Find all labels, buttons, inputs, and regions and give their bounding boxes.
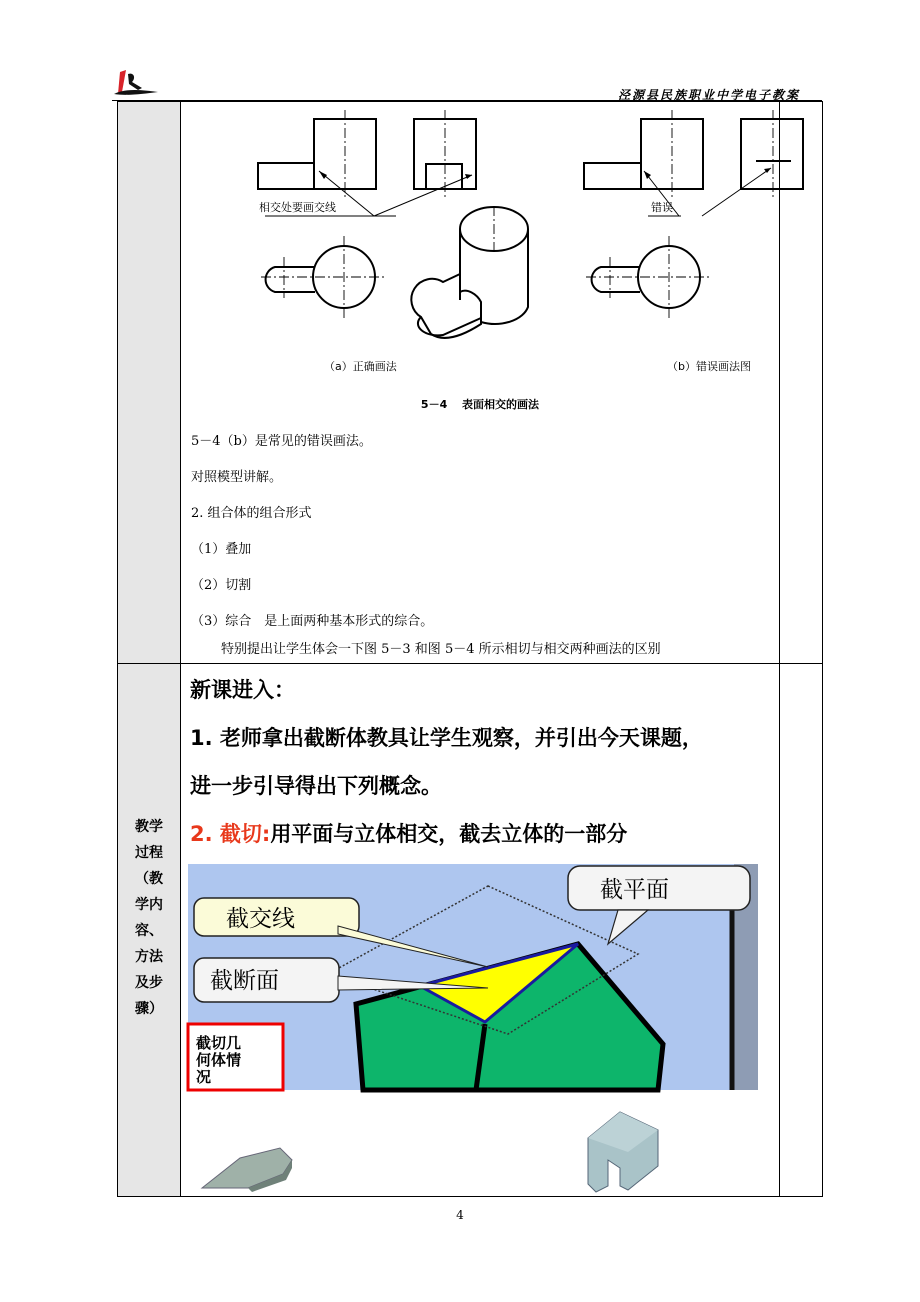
left-label-6: 方法 bbox=[135, 949, 163, 965]
note-correct: 相交处要画交线 bbox=[259, 201, 336, 214]
school-logo bbox=[112, 68, 160, 98]
left-label-8: 骤） bbox=[135, 1001, 163, 1017]
left-label-5: 容、 bbox=[135, 923, 163, 939]
lesson-table bbox=[117, 101, 823, 1197]
right-cell-bottom bbox=[780, 664, 823, 1197]
text-line-3: 2. 组合体的组合形式 bbox=[191, 506, 312, 521]
label-box-3: 况 bbox=[196, 1068, 212, 1086]
item2-prefix: 2. 截切: bbox=[190, 822, 271, 846]
text-line-1: 5－4（b）是常见的错误画法。 bbox=[191, 434, 372, 449]
label-box-1: 截切几 bbox=[196, 1034, 242, 1052]
tv-a-tab bbox=[266, 267, 315, 292]
label-section: 截断面 bbox=[210, 968, 279, 994]
left-label-4: 学内 bbox=[135, 897, 163, 913]
figure-title: 5－4 表面相交的画法 bbox=[420, 398, 540, 411]
text-line-6: （3）综合 是上面两种基本形式的综合。 bbox=[191, 614, 434, 629]
fv-a1-base bbox=[258, 163, 314, 189]
label-plane: 截平面 bbox=[600, 877, 669, 903]
school-title: 泾源县民族职业中学电子教案 bbox=[617, 88, 800, 102]
fv-b1-base bbox=[584, 163, 641, 189]
fv-a2-base bbox=[426, 164, 462, 189]
caption-b: （b）错误画法图 bbox=[667, 360, 751, 373]
text-line-7: 特别提出让学生体会一下图 5－3 和图 5－4 所示相切与相交两种画法的区别 bbox=[221, 642, 661, 657]
new-lesson-cell bbox=[181, 664, 780, 1197]
label-box-2: 何体情 bbox=[196, 1051, 242, 1069]
item2-text: 用平面与立体相交，截去立体的一部分 bbox=[270, 822, 628, 846]
figure-5-4-drawings bbox=[181, 102, 779, 373]
new-lesson-heading: 新课进入： bbox=[190, 678, 295, 702]
caption-a: （a）正确画法 bbox=[324, 360, 397, 373]
new-lesson-item1b: 进一步引导得出下列概念。 bbox=[190, 774, 442, 798]
iso-tab bbox=[411, 274, 481, 338]
left-label-7: 及步 bbox=[135, 975, 163, 991]
left-label-cell bbox=[118, 664, 181, 1197]
section-slide bbox=[188, 864, 758, 1090]
left-cell-top bbox=[118, 102, 181, 664]
text-line-5: （2）切割 bbox=[191, 578, 252, 593]
right-cell-top bbox=[780, 102, 823, 664]
text-line-4: （1）叠加 bbox=[191, 542, 252, 557]
page-number: 4 bbox=[456, 1208, 464, 1222]
tv-b-tab bbox=[592, 267, 640, 292]
text-line-2: 对照模型讲解。 bbox=[191, 470, 283, 485]
new-lesson-item1a: 1. 老师拿出截断体教具让学生观察，并引出今天课题， bbox=[190, 726, 703, 750]
left-label-3: （教 bbox=[135, 871, 163, 887]
note-wrong: 错误 bbox=[651, 201, 673, 214]
model-images bbox=[188, 1090, 758, 1194]
new-lesson-item2 bbox=[190, 810, 779, 858]
figure-cell bbox=[181, 102, 780, 664]
label-line: 截交线 bbox=[226, 906, 295, 932]
left-label-1: 教学 bbox=[135, 819, 163, 835]
left-label-2: 过程 bbox=[135, 845, 163, 861]
